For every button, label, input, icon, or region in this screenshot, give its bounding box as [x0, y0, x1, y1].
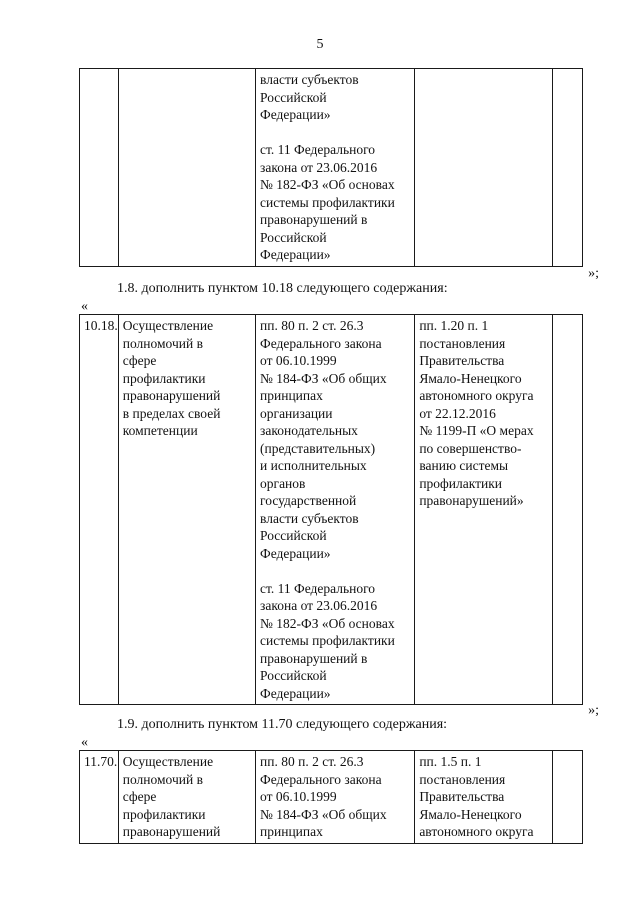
- cell-number: [80, 69, 119, 267]
- cell-regulation: пп. 1.20 п. 1 постановления Правительства Ямало-Ненецкого автономного округа от 22.12.2016 № 1199-П «О мерах по совершенство- ванию системы профилактики правонарушений»: [415, 315, 552, 705]
- cell-legal-basis: пп. 80 п. 2 ст. 26.3 Федерального закона от 06.10.1999 № 184-ФЗ «Об общих принципах: [256, 751, 415, 844]
- table-row: [80, 751, 583, 844]
- cell-extra: [552, 315, 582, 705]
- cell-name: [118, 69, 255, 267]
- closing-quote: »;: [588, 266, 599, 281]
- table-row: [80, 315, 583, 705]
- cell-regulation: [415, 69, 552, 267]
- cell-regulation: пп. 1.5 п. 1 постановления Правительства Ямало-Ненецкого автономного округа: [415, 751, 552, 844]
- cell-number: 11.70.: [80, 751, 119, 844]
- opening-quote: «: [81, 735, 88, 750]
- cell-name: Осуществление полномочий в сфере профилактики правонарушений: [118, 751, 255, 844]
- legal-basis-part-a: пп. 80 п. 2 ст. 26.3 Федерального закона от 06.10.1999 № 184-ФЗ «Об общих принципах организации законодательных (представительных) и исполнительных органов государственной власти субъектов Российской Федерации»: [260, 318, 387, 561]
- closing-quote: »;: [588, 703, 599, 718]
- cell-extra: [552, 751, 582, 844]
- item-11-70-table: [79, 750, 583, 844]
- cell-legal-basis: [256, 69, 415, 267]
- cell-number: 10.18.: [80, 315, 119, 705]
- opening-quote: «: [81, 299, 88, 314]
- cell-legal-basis: [256, 315, 415, 705]
- cell-name: Осуществление полномочий в сфере профилактики правонарушений в пределах своей компетенции: [118, 315, 255, 705]
- cell-extra: [552, 69, 582, 267]
- continuation-table: [79, 68, 583, 267]
- table-row: [80, 69, 583, 267]
- legal-basis-part-a: власти субъектов Российской Федерации»: [260, 72, 359, 122]
- legal-basis-part-b: ст. 11 Федерального закона от 23.06.2016 № 182-ФЗ «Об основах системы профилактики правонарушений в Российской Федерации»: [260, 580, 395, 701]
- page-number: 5: [316, 37, 324, 52]
- amendment-paragraph-1-8: 1.8. дополнить пунктом 10.18 следующего содержания:: [117, 281, 448, 296]
- item-10-18-table: [79, 314, 583, 705]
- amendment-paragraph-1-9: 1.9. дополнить пунктом 11.70 следующего содержания:: [117, 717, 448, 732]
- legal-basis-part-b: ст. 11 Федерального закона от 23.06.2016 № 182-ФЗ «Об основах системы профилактики правонарушений в Российской Федерации»: [260, 142, 395, 262]
